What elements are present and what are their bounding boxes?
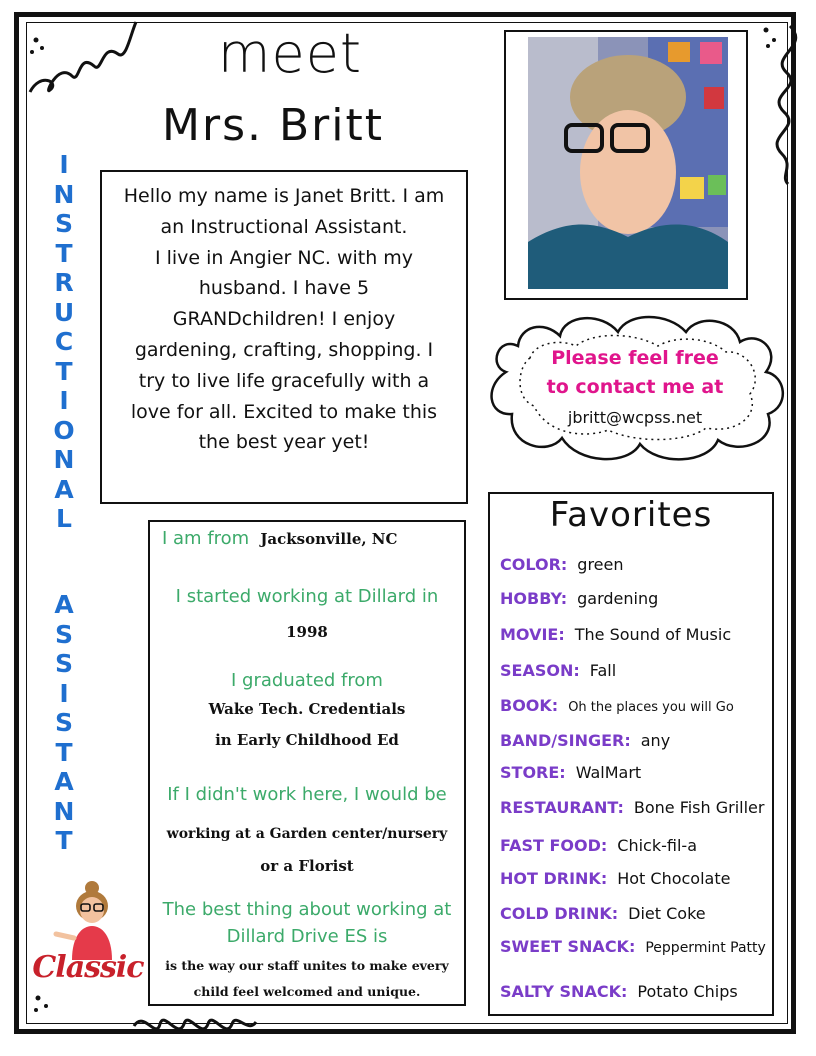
favorite-item — [500, 937, 766, 956]
best-line: is the way our staff unites to make every — [165, 958, 449, 973]
vertical-letter: S — [54, 708, 73, 737]
favorite-item — [500, 625, 731, 644]
favorite-label: STORE: — [500, 763, 566, 782]
vertical-title-assistant — [46, 590, 82, 856]
vertical-letter: A — [54, 590, 74, 619]
favorite-value: The Sound of Music — [574, 625, 732, 644]
favorite-label: COLOR: — [500, 555, 568, 574]
teacher-name-heading: Mrs. Britt — [162, 100, 384, 151]
best-label: The best thing about working at — [162, 899, 452, 920]
vertical-letter: R — [54, 268, 74, 297]
favorite-value: Diet Coke — [628, 904, 706, 923]
vertical-letter: A — [54, 767, 74, 796]
favorite-label: SALTY SNACK: — [500, 982, 628, 1001]
started-value: 1998 — [286, 623, 328, 641]
favorite-value: green — [577, 555, 624, 574]
favorite-item — [500, 661, 616, 680]
favorite-value: Oh the places you will Go — [568, 700, 734, 715]
vertical-letter: S — [54, 619, 73, 649]
vertical-letter: A — [54, 474, 74, 504]
vertical-letter: N — [53, 179, 75, 209]
favorite-item — [500, 904, 706, 923]
from-value: Jacksonville, NC — [260, 530, 398, 548]
vertical-letter: N — [53, 445, 75, 474]
favorite-item — [500, 696, 734, 715]
favorite-label: SEASON: — [500, 661, 580, 680]
vertical-letter: T — [55, 826, 73, 855]
favorite-label: MOVIE: — [500, 625, 565, 644]
bio-line: gardening, crafting, shopping. I — [134, 338, 434, 361]
favorite-item — [500, 972, 738, 1001]
loop-doodle-top-left — [20, 12, 140, 102]
favorite-item — [500, 763, 641, 782]
graduated-line: in Early Childhood Ed — [215, 731, 399, 749]
bio-text — [108, 181, 460, 458]
contact-heading — [520, 344, 750, 402]
contact-email: jbritt@wcpss.net — [567, 408, 703, 427]
favorite-label: FAST FOOD: — [500, 836, 608, 855]
vertical-letter: C — [54, 327, 74, 356]
favorite-item — [500, 555, 624, 574]
bio-line: husband. I have 5 — [198, 277, 370, 300]
favorite-label: BOOK: — [500, 696, 559, 715]
bio-line: I live in Angier NC. with my — [154, 246, 414, 269]
favorite-item — [500, 589, 658, 608]
favorite-label: SWEET SNACK: — [500, 937, 636, 956]
vertical-letter: S — [54, 649, 73, 678]
vertical-letter: T — [55, 737, 73, 767]
favorite-item — [500, 798, 764, 817]
best-label: Dillard Drive ES is — [226, 926, 388, 947]
favorite-label: RESTAURANT: — [500, 798, 624, 817]
loop-doodle-bottom — [130, 1006, 260, 1046]
favorite-value: Potato Chips — [637, 982, 738, 1001]
bio-line: GRANDchildren! I enjoy — [172, 308, 396, 331]
from-row — [162, 528, 397, 549]
favorite-label: BAND/SINGER: — [500, 731, 631, 750]
favorite-value: WalMart — [575, 763, 642, 782]
bio-line: an Instructional Assistant. — [160, 215, 408, 238]
bio-line: try to live life gracefully with a — [138, 369, 430, 392]
started-label: I started working at Dillard in — [175, 586, 439, 607]
favorites-heading: Favorites — [549, 495, 713, 535]
favorite-item — [500, 731, 670, 750]
work-line: or a Florist — [260, 857, 354, 875]
from-label: I am from — [162, 528, 250, 549]
meet-heading: meet — [217, 22, 363, 85]
vertical-letter: I — [59, 678, 69, 708]
vertical-letter: I — [59, 386, 69, 415]
favorite-value: Bone Fish Griller — [633, 798, 765, 817]
graduated-line: Wake Tech. Credentials — [208, 700, 406, 718]
contact-heading-line: Please feel free — [551, 347, 719, 369]
vertical-letter: U — [53, 297, 75, 327]
vertical-letter: I — [59, 150, 69, 179]
best-line: child feel welcomed and unique. — [193, 984, 421, 999]
bio-line: the best year yet! — [198, 431, 370, 454]
favorite-label: COLD DRINK: — [500, 904, 619, 923]
favorite-label: HOT DRINK: — [500, 869, 608, 888]
favorite-label: HOBBY: — [500, 589, 568, 608]
favorite-value: Fall — [589, 661, 617, 680]
work-label: If I didn't work here, I would be — [167, 784, 447, 805]
favorite-value: Chick-fil-a — [617, 836, 697, 855]
teacher-photo — [528, 37, 728, 289]
vertical-letter: N — [53, 796, 75, 826]
dots-doodle-bottom-left — [30, 990, 60, 1020]
loop-doodle-top-right — [760, 16, 810, 186]
bio-line: love for all. Excited to make this — [130, 400, 438, 423]
favorite-value: gardening — [577, 589, 659, 608]
vertical-letter: T — [55, 238, 73, 268]
vertical-letter: O — [53, 415, 75, 445]
classic-logo: Classic — [32, 950, 144, 985]
contact-heading-line: to contact me at — [546, 376, 724, 398]
vertical-title-instructional — [46, 150, 82, 534]
favorite-value: any — [640, 731, 671, 750]
favorite-value: Hot Chocolate — [617, 869, 731, 888]
favorite-item — [500, 869, 730, 888]
favorite-item — [500, 836, 697, 855]
vertical-letter: L — [56, 504, 72, 533]
bio-line: Hello my name is Janet Britt. I am — [123, 185, 445, 207]
graduated-label: I graduated from — [231, 670, 383, 691]
vertical-letter: T — [55, 356, 73, 386]
favorite-value: Peppermint Patty — [645, 940, 766, 956]
work-line: working at a Garden center/nursery — [166, 826, 448, 842]
vertical-letter: S — [54, 209, 73, 238]
